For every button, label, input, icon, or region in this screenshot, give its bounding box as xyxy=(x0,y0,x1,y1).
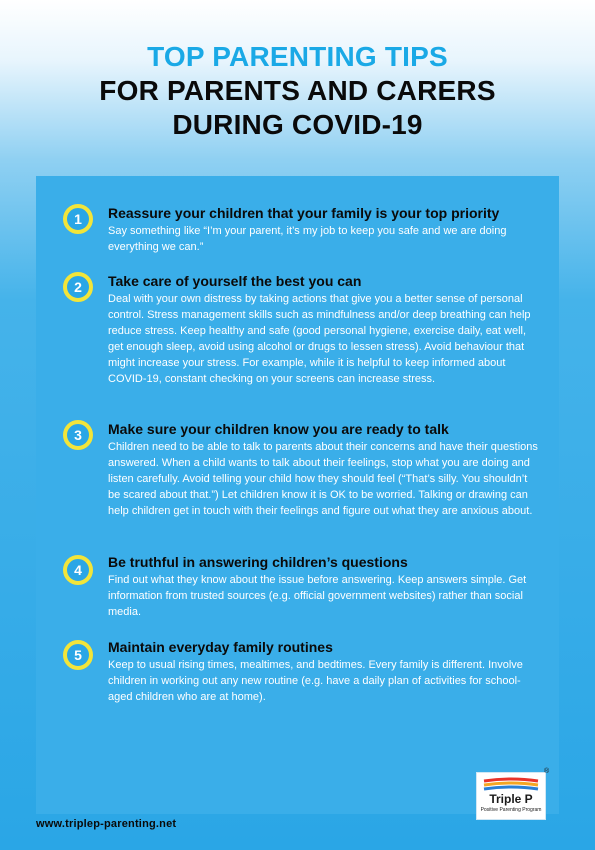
triple-p-logo xyxy=(476,772,546,820)
tip-number-badge: 5 xyxy=(63,640,93,670)
tip-body: Deal with your own distress by taking actions that give you a better sense of personal control. Stress management skills such as mindfulness and/or deep breathing can help reduce stress. Keep healthy and safe (good personal hygiene, exercise daily, eat well, get enough sleep, avoid using alcohol or drugs to lessen stress). Avoid behaviour that might increase your stress. For example, while it is helpful to keep informed about COVID-19, constant checking on your screens can increase stress. xyxy=(108,293,531,385)
page-header xyxy=(0,40,595,142)
tip-title: Take care of yourself the best you can xyxy=(108,273,362,289)
tips-panel xyxy=(36,176,559,814)
tip-number-badge: 2 xyxy=(63,272,93,302)
tip-title: Make sure your children know you are ready to talk xyxy=(108,421,449,437)
tip-title: Maintain everyday family routines xyxy=(108,639,333,655)
tip-number-badge: 4 xyxy=(63,555,93,585)
registered-mark: ® xyxy=(544,768,550,775)
tip-body: Children need to be able to talk to parents about their concerns and have their questions answered. When a child wants to talk about their feelings, stop what you are doing and listen carefully. Avoid telling your child how they should feel (“That’s silly. You shouldn’t be scared about that.”) Let children know it is OK to be worried. Talking or drawing can help children get in touch with their feelings and figure out what they are anxious about. xyxy=(108,441,538,517)
tip-title: Reassure your children that your family is your top priority xyxy=(108,205,500,221)
title-line-2: FOR PARENTS AND CARERS xyxy=(99,75,496,106)
tip-body: Find out what they know about the issue before answering. Keep answers simple. Get information from trusted sources (e.g. official government websites) rather than social media. xyxy=(108,574,527,618)
title-line-1: TOP PARENTING TIPS xyxy=(147,41,448,72)
title-line-3: DURING COVID-19 xyxy=(172,109,423,140)
logo-stripes-icon xyxy=(482,777,540,793)
website-link[interactable]: www.triplep-parenting.net xyxy=(36,818,177,830)
tip-body: Say something like “I’m your parent, it’s my job to keep you safe and we are doing everything we can.” xyxy=(108,225,507,253)
logo-name: Triple P xyxy=(489,792,533,806)
tip-title: Be truthful in answering children’s questions xyxy=(108,554,408,570)
tip-number-badge: 1 xyxy=(63,204,93,234)
tip-number-badge: 3 xyxy=(63,420,93,450)
tip-body: Keep to usual rising times, mealtimes, and bedtimes. Every family is different. Involve children in working out any new routine (e.g. have a daily plan of activities for school-aged children who are at home). xyxy=(108,659,523,703)
logo-tagline: Positive Parenting Program xyxy=(480,807,542,813)
